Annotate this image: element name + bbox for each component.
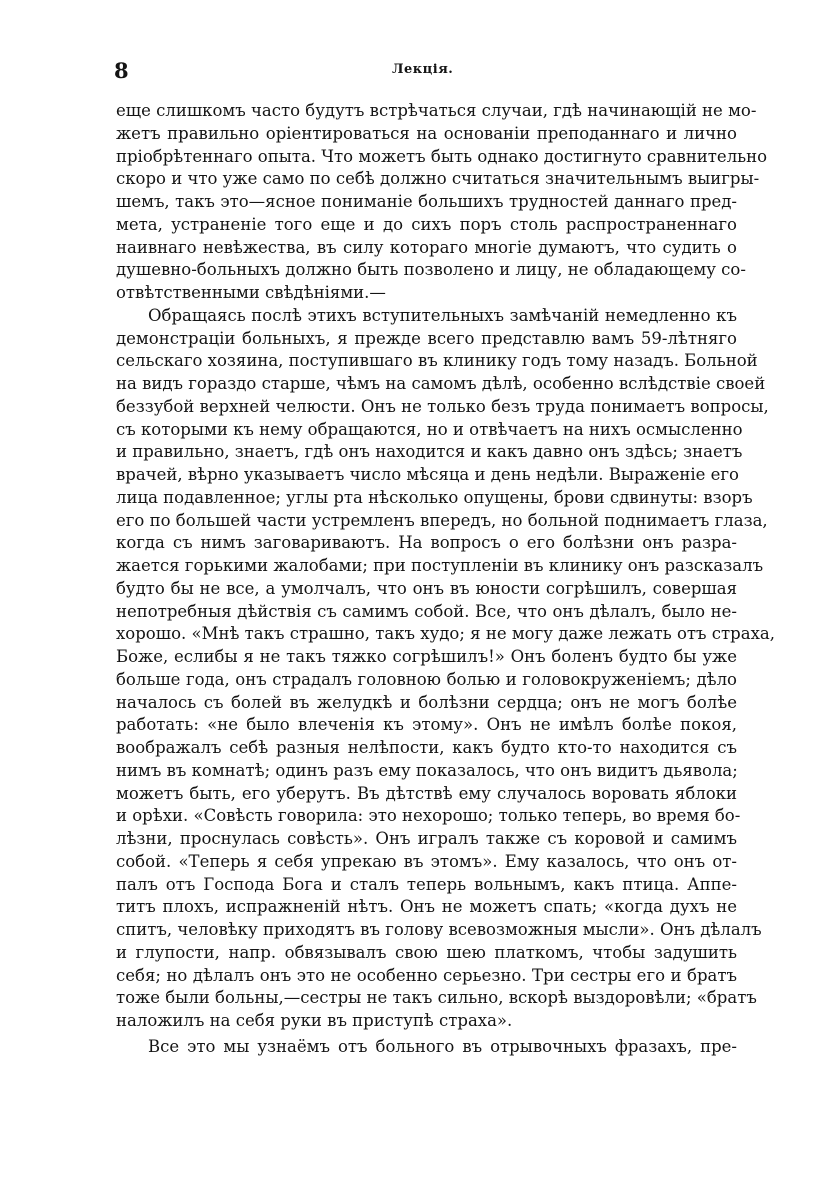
paragraph-first-line: Обращаясь послѣ этихъ вступительныхъ замѣчаній немедленно къ bbox=[148, 305, 737, 325]
text-line: спитъ, человѣку приходятъ въ голову всевозможныя мысли». Онъ дѣлалъ bbox=[116, 920, 762, 939]
text-line: его по большей части устремленъ впередъ, но больной поднимаетъ глаза, bbox=[116, 510, 768, 530]
text-line: мета, устраненіе того еще и до сихъ поръ столь распространеннаго bbox=[116, 214, 737, 234]
text-line: еще слишкомъ часто будутъ встрѣчаться случаи, гдѣ начинающій не мо- bbox=[116, 101, 757, 120]
text-line: сельскаго хозяина, поступившаго въ клинику годъ тому назадъ. Больной bbox=[116, 351, 758, 371]
text-line: и орѣхи. «Совѣсть говорила: это нехорошо; только теперь, во время бо- bbox=[116, 806, 741, 826]
text-line: жается горькими жалобами; при поступленіи въ клинику онъ разсказалъ bbox=[116, 556, 764, 575]
text-line: себя; но дѣлалъ онъ это не особенно серьезно. Три сестры его и братъ bbox=[116, 965, 737, 985]
text-line: собой. «Теперь я себя упрекаю въ этомъ». Ему казалось, что онъ от- bbox=[116, 851, 737, 871]
text-line: хорошо. «Мнѣ такъ страшно, такъ худо; я не могу даже лежать отъ страха, bbox=[116, 624, 775, 644]
text-line: пріобрѣтеннаго опыта. Что можетъ быть однако достигнуто сравнительно bbox=[116, 146, 768, 166]
text-line: и глупости, напр. обвязывалъ свою шею платкомъ, чтобы задушить bbox=[116, 942, 737, 962]
text-line: демонстраціи больныхъ, я прежде всего представлю вамъ 59-лѣтняго bbox=[116, 328, 737, 348]
text-line: скоро и что уже само по себѣ должно считаться значительнымъ выигры- bbox=[116, 169, 760, 189]
text-line: палъ отъ Господа Бога и сталъ теперь вольнымъ, какъ птица. Аппе- bbox=[116, 874, 737, 894]
text-line: врачей, вѣрно указываетъ число мѣсяца и день недѣли. Выраженіе его bbox=[116, 465, 739, 484]
text-line: работать: «не было влеченія къ этому». Онъ не имѣлъ болѣе покоя, bbox=[116, 715, 737, 735]
running-head: Лекція. bbox=[392, 62, 454, 77]
text-line: тоже были больны,—сестры не такъ сильно, вскорѣ выздоровѣли; «братъ bbox=[116, 988, 757, 1008]
text-line: шемъ, такъ это—ясное пониманіе большихъ трудностей даннаго пред- bbox=[116, 192, 737, 211]
text-line: началось съ болей въ желудкѣ и болѣзни сердца; онъ не могъ болѣе bbox=[116, 692, 737, 712]
text-line: съ которыми къ нему обращаются, но и отвѣчаетъ на нихъ осмысленно bbox=[116, 419, 743, 439]
text-line: можетъ быть, его уберутъ. Въ дѣтствѣ ему случалось воровать яблоки bbox=[116, 783, 737, 803]
text-line: Боже, еслибы я не такъ тяжко согрѣшилъ!» Онъ боленъ будто бы уже bbox=[116, 647, 737, 666]
text-line: лица подавленное; углы рта нѣсколько опущены, брови сдвинуты: взоръ bbox=[116, 487, 753, 507]
text-line: непотребныя дѣйствія съ самимъ собой. Все, что онъ дѣлалъ, было не- bbox=[116, 601, 737, 621]
text-line: больше года, онъ страдалъ головною болью и головокруженіемъ; дѣло bbox=[116, 669, 737, 689]
paragraph-first-line: Все это мы узнаёмъ отъ больного въ отрывочныхъ фразахъ, пре- bbox=[148, 1036, 737, 1056]
body-text bbox=[116, 100, 775, 1059]
text-line: титъ плохъ, испражненій нѣтъ. Онъ не можетъ спать; «когда духъ не bbox=[116, 897, 737, 917]
text-line: и правильно, знаетъ, гдѣ онъ находится и какъ давно онъ здѣсь; знаетъ bbox=[116, 442, 743, 462]
text-line: воображалъ себѣ разныя нелѣпости, какъ будто кто-то находится съ bbox=[116, 738, 737, 757]
text-line: наложилъ на себя руки въ приступѣ страха». bbox=[116, 1011, 513, 1030]
text-line: жетъ правильно оріентироваться на основаніи преподаннаго и лично bbox=[116, 123, 737, 143]
page-number: 8 bbox=[114, 58, 129, 83]
text-line: беззубой верхней челюсти. Онъ не только безъ труда понимаетъ вопросы, bbox=[116, 396, 769, 416]
text-line: наивнаго невѣжества, въ силу котораго многіе думаютъ, что судить о bbox=[116, 237, 737, 257]
text-line: нимъ въ комнатѣ; одинъ разъ ему показалось, что онъ видитъ дьявола; bbox=[116, 760, 738, 780]
text-line: отвѣтственными свѣдѣніями.— bbox=[116, 283, 386, 302]
text-line: на видъ гораздо старше, чѣмъ на самомъ дѣлѣ, особенно вслѣдствіе своей bbox=[116, 374, 766, 393]
text-line: будто бы не все, а умолчалъ, что онъ въ юности согрѣшилъ, совершая bbox=[116, 578, 737, 598]
text-line: душевно-больныхъ должно быть позволено и лицу, не обладающему со- bbox=[116, 260, 746, 280]
text-line: когда съ нимъ заговариваютъ. На вопросъ о его болѣзни онъ разра- bbox=[116, 533, 737, 553]
text-line: лѣзни, проснулась совѣсть». Онъ игралъ также съ коровой и самимъ bbox=[116, 829, 737, 848]
